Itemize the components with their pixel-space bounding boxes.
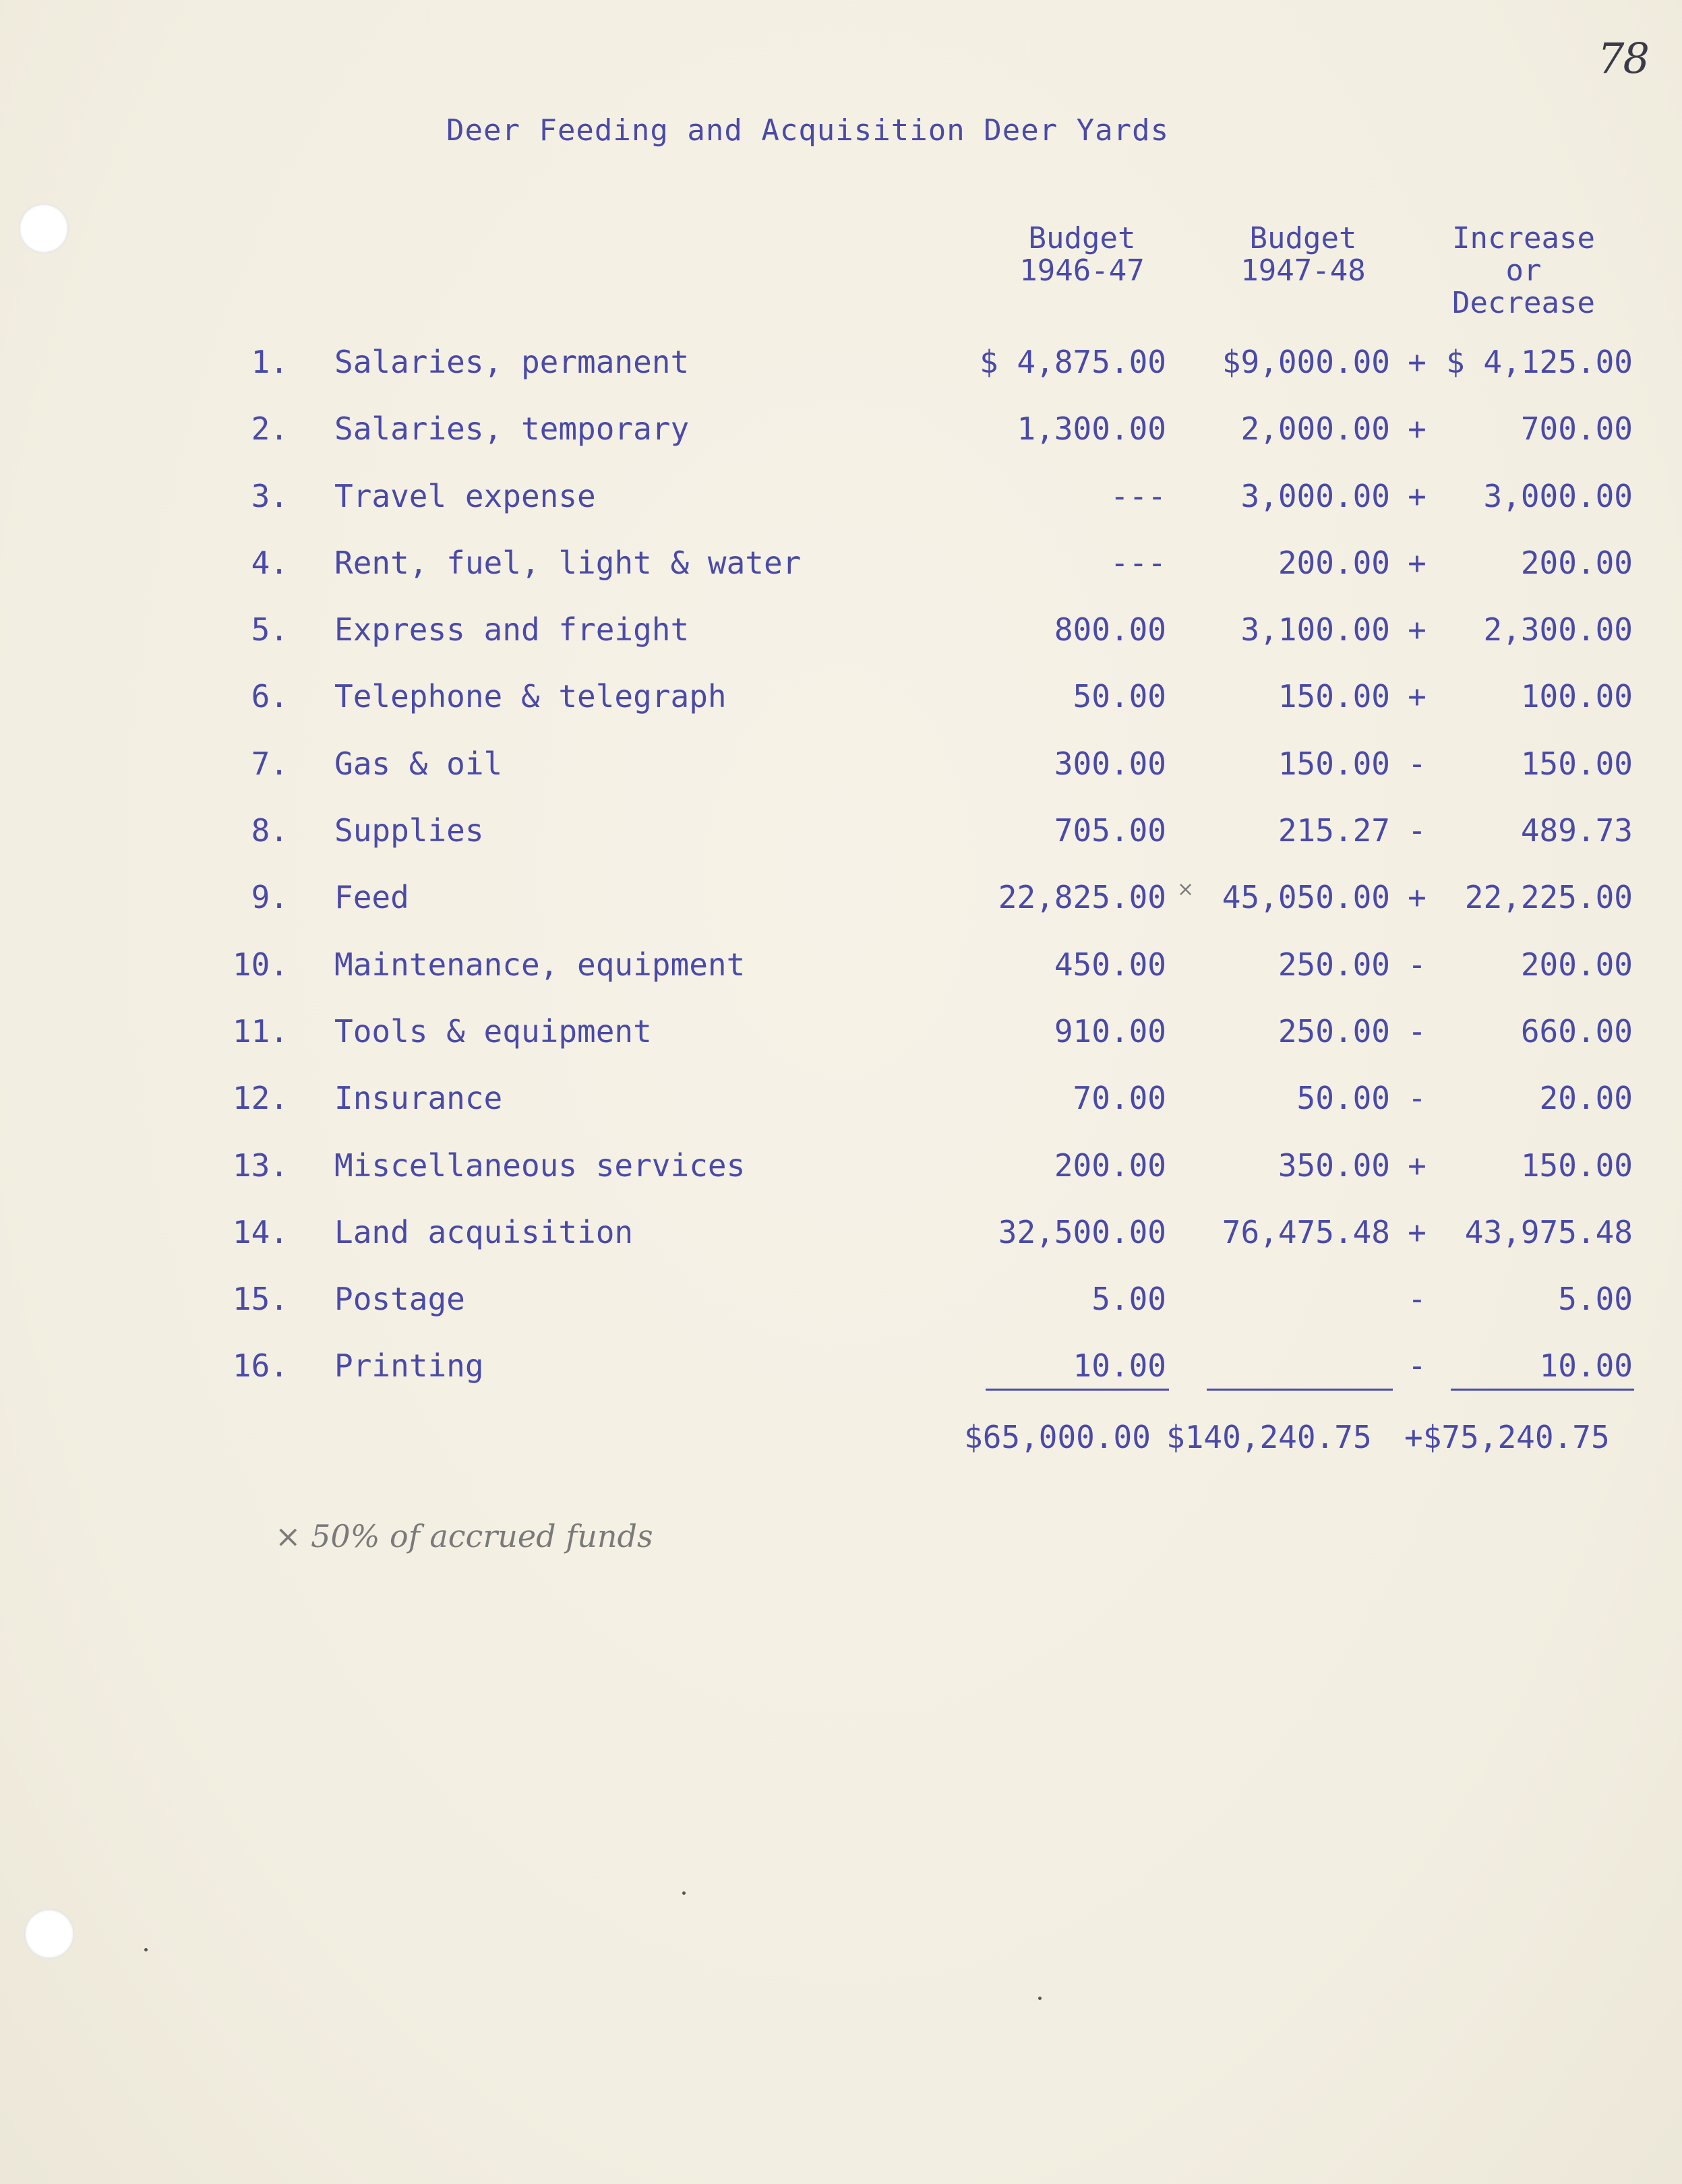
row-change-amount: 3,000.00 bbox=[1483, 477, 1633, 514]
row-change-sign: + bbox=[1408, 678, 1426, 715]
table-row bbox=[0, 545, 1682, 611]
row-change-amount: 150.00 bbox=[1520, 1147, 1633, 1184]
table-row bbox=[0, 879, 1682, 946]
row-label: Express and freight bbox=[334, 611, 690, 648]
row-label: Printing bbox=[334, 1347, 484, 1385]
budget-table bbox=[0, 344, 1682, 1415]
row-budget-1947-48: 250.00 bbox=[1278, 1012, 1390, 1050]
row-budget-1946-47: 910.00 bbox=[1054, 1012, 1166, 1050]
row-number: 6. bbox=[251, 678, 289, 715]
row-label: Telephone & telegraph bbox=[334, 678, 727, 715]
row-number: 9. bbox=[251, 879, 289, 916]
table-row bbox=[0, 678, 1682, 745]
row-budget-1946-47: 5.00 bbox=[1091, 1281, 1166, 1318]
row-number: 14. bbox=[232, 1213, 289, 1250]
row-budget-1947-48: 150.00 bbox=[1278, 745, 1390, 782]
table-row bbox=[0, 746, 1682, 812]
row-label: Maintenance, equipment bbox=[334, 946, 746, 983]
table-row bbox=[0, 1080, 1682, 1147]
row-budget-1946-47: --- bbox=[1110, 477, 1166, 514]
row-number: 3. bbox=[251, 477, 289, 514]
row-label: Gas & oil bbox=[334, 745, 503, 782]
table-row bbox=[0, 1147, 1682, 1214]
row-change-amount: 200.00 bbox=[1520, 946, 1633, 983]
row-label: Tools & equipment bbox=[334, 1012, 652, 1050]
row-label: Salaries, permanent bbox=[334, 344, 690, 380]
table-row bbox=[0, 1281, 1682, 1347]
row-change-amount: 200.00 bbox=[1520, 544, 1633, 581]
row-change-sign: - bbox=[1408, 745, 1426, 782]
table-row bbox=[0, 611, 1682, 678]
row-budget-1946-47: 200.00 bbox=[1054, 1147, 1166, 1184]
row-change-sign: + bbox=[1408, 611, 1426, 648]
row-budget-1946-47: 50.00 bbox=[1073, 678, 1166, 715]
row-budget-1947-48: 215.27 bbox=[1278, 812, 1390, 849]
row-number: 15. bbox=[232, 1281, 289, 1318]
table-row bbox=[0, 812, 1682, 879]
row-budget-1947-48: 2,000.00 bbox=[1240, 411, 1390, 448]
row-label: Feed bbox=[334, 879, 409, 916]
row-change-amount: 100.00 bbox=[1520, 678, 1633, 715]
row-change-sign: - bbox=[1408, 946, 1426, 983]
row-label: Insurance bbox=[334, 1080, 503, 1117]
row-change-sign: - bbox=[1408, 1012, 1426, 1050]
row-budget-1947-48: $9,000.00 bbox=[1222, 344, 1390, 380]
row-change-sign: + bbox=[1408, 344, 1426, 380]
row-change-amount: 660.00 bbox=[1520, 1012, 1633, 1050]
header-budget-1947-48: Budget 1947-48 bbox=[1240, 221, 1366, 288]
row-change-amount: 10.00 bbox=[1539, 1347, 1633, 1385]
row-number: 1. bbox=[251, 344, 289, 380]
row-change-sign: - bbox=[1408, 1281, 1426, 1318]
header-increase-decrease: Increase or Decrease bbox=[1452, 221, 1595, 320]
row-change-amount: 150.00 bbox=[1520, 745, 1633, 782]
total-1947-48: $140,240.75 bbox=[1166, 1419, 1372, 1455]
underline-1946 bbox=[986, 1389, 1169, 1391]
row-budget-1946-47: $ 4,875.00 bbox=[980, 344, 1166, 380]
row-change-amount: 20.00 bbox=[1539, 1080, 1633, 1117]
row-change-amount: 22,225.00 bbox=[1464, 879, 1633, 916]
row-number: 8. bbox=[251, 812, 289, 849]
row-change-sign: - bbox=[1408, 1347, 1426, 1385]
row-number: 4. bbox=[251, 544, 289, 581]
table-row bbox=[0, 411, 1682, 477]
row-budget-1947-48: 45,050.00 bbox=[1222, 879, 1390, 916]
row-label: Miscellaneous services bbox=[334, 1147, 746, 1184]
paper-speck bbox=[682, 1891, 686, 1895]
row-number: 13. bbox=[232, 1147, 289, 1184]
row-budget-1946-47: 10.00 bbox=[1073, 1347, 1166, 1385]
row-change-amount: 43,975.48 bbox=[1464, 1213, 1633, 1250]
page-number: 78 bbox=[1598, 34, 1648, 83]
row-budget-1946-47: --- bbox=[1110, 544, 1166, 581]
table-row bbox=[0, 478, 1682, 545]
row-budget-1946-47: 32,500.00 bbox=[998, 1213, 1166, 1250]
table-row bbox=[0, 1214, 1682, 1281]
table-row bbox=[0, 1013, 1682, 1080]
row-label: Rent, fuel, light & water bbox=[334, 544, 802, 581]
row-budget-1947-48: 250.00 bbox=[1278, 946, 1390, 983]
row-budget-1947-48: 200.00 bbox=[1278, 544, 1390, 581]
total-change: +$75,240.75 bbox=[1404, 1419, 1610, 1455]
row-label: Supplies bbox=[334, 812, 484, 849]
row-number: 16. bbox=[232, 1347, 289, 1385]
row-number: 2. bbox=[251, 411, 289, 448]
row-change-sign: - bbox=[1408, 812, 1426, 849]
row-change-sign: + bbox=[1408, 411, 1426, 448]
table-row bbox=[0, 344, 1682, 411]
row-change-sign: + bbox=[1408, 544, 1426, 581]
row-budget-1946-47: 300.00 bbox=[1054, 745, 1166, 782]
row-change-sign: - bbox=[1408, 1080, 1426, 1117]
row-budget-1947-48: 150.00 bbox=[1278, 678, 1390, 715]
total-1946-47: $65,000.00 bbox=[964, 1419, 1151, 1455]
underline-change bbox=[1451, 1389, 1634, 1391]
row-label: Travel expense bbox=[334, 477, 596, 514]
row-number: 5. bbox=[251, 611, 289, 648]
row-number: 11. bbox=[232, 1012, 289, 1050]
row-change-sign: + bbox=[1408, 477, 1426, 514]
row-number: 10. bbox=[232, 946, 289, 983]
underline-1947 bbox=[1207, 1389, 1393, 1391]
row-change-amount: 700.00 bbox=[1520, 411, 1633, 448]
row-budget-1947-48: 350.00 bbox=[1278, 1147, 1390, 1184]
page-title: Deer Feeding and Acquisition Deer Yards bbox=[446, 113, 1170, 148]
row-label: Salaries, temporary bbox=[334, 411, 690, 448]
paper-speck bbox=[1038, 1997, 1042, 2000]
binder-hole-bottom bbox=[24, 1909, 74, 1959]
row-budget-1946-47: 1,300.00 bbox=[1017, 411, 1166, 448]
row-budget-1946-47: 450.00 bbox=[1054, 946, 1166, 983]
row-budget-1947-48: 3,000.00 bbox=[1240, 477, 1390, 514]
row-budget-1946-47: 705.00 bbox=[1054, 812, 1166, 849]
row-change-amount: 5.00 bbox=[1558, 1281, 1633, 1318]
row-budget-1946-47: 70.00 bbox=[1073, 1080, 1166, 1117]
table-row bbox=[0, 946, 1682, 1013]
row-change-sign: + bbox=[1408, 1213, 1426, 1250]
paper-speck bbox=[144, 1948, 148, 1951]
row-label: Postage bbox=[334, 1281, 465, 1318]
row-budget-1946-47: 800.00 bbox=[1054, 611, 1166, 648]
handwritten-footnote: × 50% of accrued funds bbox=[275, 1518, 653, 1554]
binder-hole-top bbox=[19, 204, 69, 253]
row-change-amount: $ 4,125.00 bbox=[1446, 344, 1633, 380]
row-budget-1947-48: 76,475.48 bbox=[1222, 1213, 1390, 1250]
row-change-amount: 2,300.00 bbox=[1483, 611, 1633, 648]
row-number: 7. bbox=[251, 745, 289, 782]
row-budget-1947-48: 50.00 bbox=[1296, 1080, 1390, 1117]
table-row bbox=[0, 1347, 1682, 1414]
row-label: Land acquisition bbox=[334, 1213, 634, 1250]
header-budget-1946-47: Budget 1946-47 bbox=[1019, 221, 1145, 288]
row-change-sign: + bbox=[1408, 879, 1426, 916]
row-budget-1947-48: 3,100.00 bbox=[1240, 611, 1390, 648]
row-number: 12. bbox=[232, 1080, 289, 1117]
feed-footnote-marker: × bbox=[1177, 878, 1195, 901]
row-change-sign: + bbox=[1408, 1147, 1426, 1184]
row-budget-1946-47: 22,825.00 bbox=[998, 879, 1166, 916]
row-change-amount: 489.73 bbox=[1520, 812, 1633, 849]
